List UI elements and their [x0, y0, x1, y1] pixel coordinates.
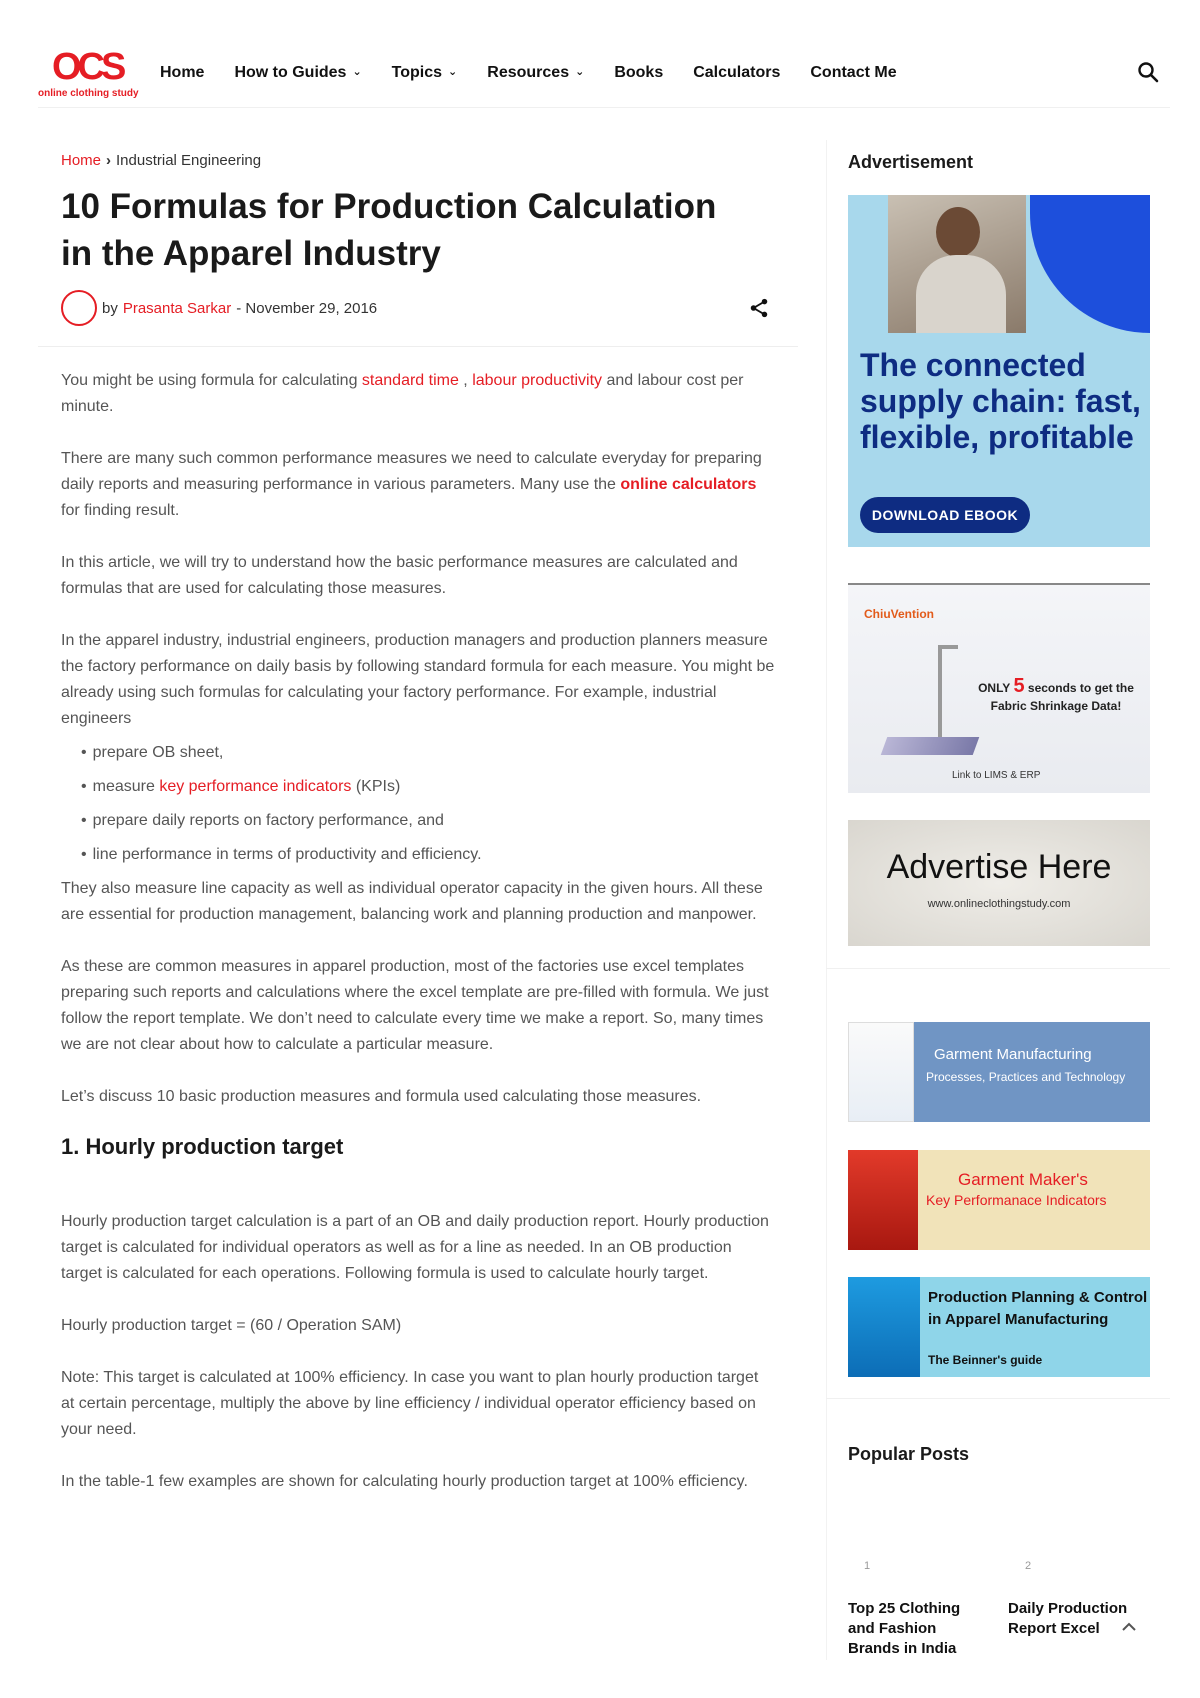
site-logo[interactable]	[38, 42, 138, 104]
formula: Hourly production target = (60 / Operation SAM)	[61, 1317, 402, 1334]
book-cover	[848, 1022, 914, 1122]
book-banner-kpi[interactable]	[848, 1150, 1150, 1250]
section-heading: 1. Hourly production target	[61, 1134, 344, 1159]
sidebar-ad-heading: Advertisement	[848, 152, 974, 172]
paragraph: Note: This target is calculated at 100% efficiency. In case you want to plan hourly production target at certain percentage, multiply the above by line efficiency / individual operator efficiency based on your need.	[61, 1369, 759, 1438]
byline	[61, 290, 377, 326]
share-icon[interactable]	[748, 297, 770, 319]
nav-label: Topics	[391, 63, 443, 81]
ad-decoration	[1030, 195, 1150, 333]
book-text	[920, 1277, 1150, 1377]
ad-photo	[888, 195, 1026, 333]
nav-contact-me[interactable]	[810, 64, 896, 82]
book-cover	[848, 1277, 920, 1377]
chevron-down-icon: ⌄	[575, 66, 585, 78]
link-online-calculators[interactable]: online calculators	[620, 476, 757, 493]
paragraph	[61, 446, 776, 524]
nav-label: How to Guides	[234, 63, 347, 81]
page-title: 10 Formulas for Production Calculation in the Apparel Industry	[61, 187, 717, 273]
list-item: • line performance in terms of productivity and efficiency.	[81, 842, 776, 868]
ad-banner-supply-chain[interactable]	[848, 195, 1150, 547]
book-title: Production Planning & Control in Apparel Manufacturing	[928, 1289, 1148, 1328]
bullet-list	[81, 740, 776, 868]
text: measure	[92, 778, 160, 795]
breadcrumb-current[interactable]: Industrial Engineering	[116, 152, 262, 169]
site-header	[38, 38, 1170, 108]
ad-banner-chiuvention[interactable]	[848, 583, 1150, 793]
nav-books[interactable]	[614, 64, 663, 82]
popular-post-link[interactable]: Daily Production Report Excel	[1008, 1600, 1128, 1637]
link-standard-time[interactable]: standard time	[361, 372, 459, 389]
text: ONLY	[978, 681, 1014, 695]
paragraph: Let’s discuss 10 basic production measures and formula used calculating those measures.	[61, 1088, 702, 1105]
chevron-up-icon[interactable]	[1120, 1618, 1138, 1636]
popular-rank: 2	[1025, 1560, 1032, 1572]
nav-label: Calculators	[693, 63, 781, 81]
divider	[826, 968, 1170, 969]
breadcrumb-home-link[interactable]: Home	[61, 152, 102, 169]
book-subtitle: The Beinner's guide	[928, 1353, 1043, 1367]
date-separator: -	[236, 299, 242, 317]
nav-home[interactable]	[160, 64, 204, 82]
paragraph	[61, 368, 776, 420]
book-title: Garment Maker's	[958, 1170, 1088, 1189]
download-ebook-button[interactable]: DOWNLOAD EBOOK	[860, 497, 1030, 533]
ad-footnote: Link to LIMS & ERP	[952, 770, 1041, 781]
text: You might be using formula for calculating	[61, 372, 362, 389]
nav-label: Books	[614, 63, 664, 81]
paragraph: Hourly production target calculation is a part of an OB and daily production report. Hourly production target is calculated for individual operators as well as for a line as needed. In an OB production target is calculated for each operations. Following formula is used to calculate hourly target.	[61, 1213, 769, 1282]
popular-post-link[interactable]: Top 25 Clothing and Fashion Brands in India	[848, 1600, 961, 1657]
paragraph: As these are common measures in apparel production, most of the factories use excel templates preparing such reports and calculations where the excel template are pre-filled with formula. We just follow the report template. We don’t need to calculate every time we make a report. So, many times we are not clear about how to calculate a particular measure.	[61, 958, 769, 1053]
advertise-here-banner[interactable]	[848, 820, 1150, 946]
search-icon[interactable]	[1136, 60, 1160, 84]
main-nav	[160, 64, 927, 82]
nav-topics[interactable]	[392, 64, 458, 82]
book-title: Garment Manufacturing	[934, 1046, 1092, 1063]
paragraph: In the apparel industry, industrial engineers, production managers and production planners measure the factory performance on daily basis by following standard formula for each measure. You might be already using such formulas for calculating your factory performance. For example, industrial engineers	[61, 632, 775, 727]
book-subtitle: Key Performanace Indicators	[926, 1192, 1107, 1208]
author-link[interactable]: Prasanta Sarkar	[122, 299, 232, 317]
advertise-here-text: Advertise Here	[886, 848, 1112, 886]
logo-mark: OCS	[52, 45, 123, 88]
paragraph: In this article, we will try to understand how the basic performance measures are calculated and formulas that are used for calculating those measures.	[61, 554, 738, 597]
breadcrumb-separator: ›	[106, 152, 112, 169]
divider	[826, 1398, 1170, 1399]
byline-by: by	[102, 299, 118, 317]
popular-rank: 1	[864, 1560, 871, 1572]
nav-label: Home	[160, 63, 205, 81]
chevron-down-icon: ⌄	[352, 66, 362, 78]
list-item: • prepare OB sheet,	[81, 740, 776, 766]
list-item	[81, 774, 776, 800]
link-labour-productivity[interactable]: labour productivity	[472, 372, 603, 389]
divider	[38, 346, 798, 347]
text: and labour cost per minute.	[61, 372, 744, 415]
breadcrumb	[61, 152, 261, 169]
text: for finding result.	[61, 502, 180, 519]
list-item: • prepare daily reports on factory performance, and	[81, 808, 776, 834]
sidebar-border	[826, 140, 827, 1660]
logo-tagline: online clothing study	[38, 87, 139, 99]
text: There are many such common performance measures we need to calculate everyday for preparing daily reports and measuring performance in various parameters. Many use the	[61, 450, 762, 493]
popular-posts-heading: Popular Posts	[848, 1444, 970, 1464]
nav-resources[interactable]	[487, 64, 584, 82]
ad-message	[976, 677, 1136, 715]
device-base	[881, 737, 980, 755]
book-text	[914, 1022, 1150, 1122]
book-banner-production-planning[interactable]	[848, 1277, 1150, 1377]
text: (KPIs)	[351, 778, 401, 795]
nav-calculators[interactable]	[693, 64, 780, 82]
paragraph: In the table-1 few examples are shown for calculating hourly production target at 100% efficiency.	[61, 1473, 748, 1490]
paragraph: They also measure line capacity as well as individual operator capacity in the given hours. All these are essential for production management, balancing work and planning production and manpower.	[61, 880, 763, 923]
chevron-down-icon: ⌄	[448, 66, 458, 78]
text: seconds to get the Fabric Shrinkage Data!	[990, 681, 1134, 713]
nav-how-to-guides[interactable]	[234, 64, 361, 82]
link-kpi[interactable]: key performance indicators	[159, 778, 352, 795]
book-subtitle: Processes, Practices and Technology	[926, 1070, 1126, 1084]
advertise-url: www.onlineclothingstudy.com	[927, 898, 1071, 910]
highlight-number: 5	[1013, 675, 1025, 697]
nav-label: Resources	[487, 63, 570, 81]
book-text	[918, 1150, 1150, 1250]
post-date: November 29, 2016	[245, 299, 378, 317]
text: ,	[458, 372, 473, 389]
nav-label: Contact Me	[810, 63, 897, 81]
avatar[interactable]	[61, 290, 97, 326]
article-body	[61, 368, 776, 1521]
ad-headline: The connected supply chain: fast, flexible, profitable	[860, 347, 1141, 455]
device-pole	[938, 647, 942, 737]
book-cover	[848, 1150, 918, 1250]
book-banner-garment-manufacturing[interactable]	[848, 1022, 1150, 1122]
ad-brand: ChiuVention	[864, 607, 934, 621]
